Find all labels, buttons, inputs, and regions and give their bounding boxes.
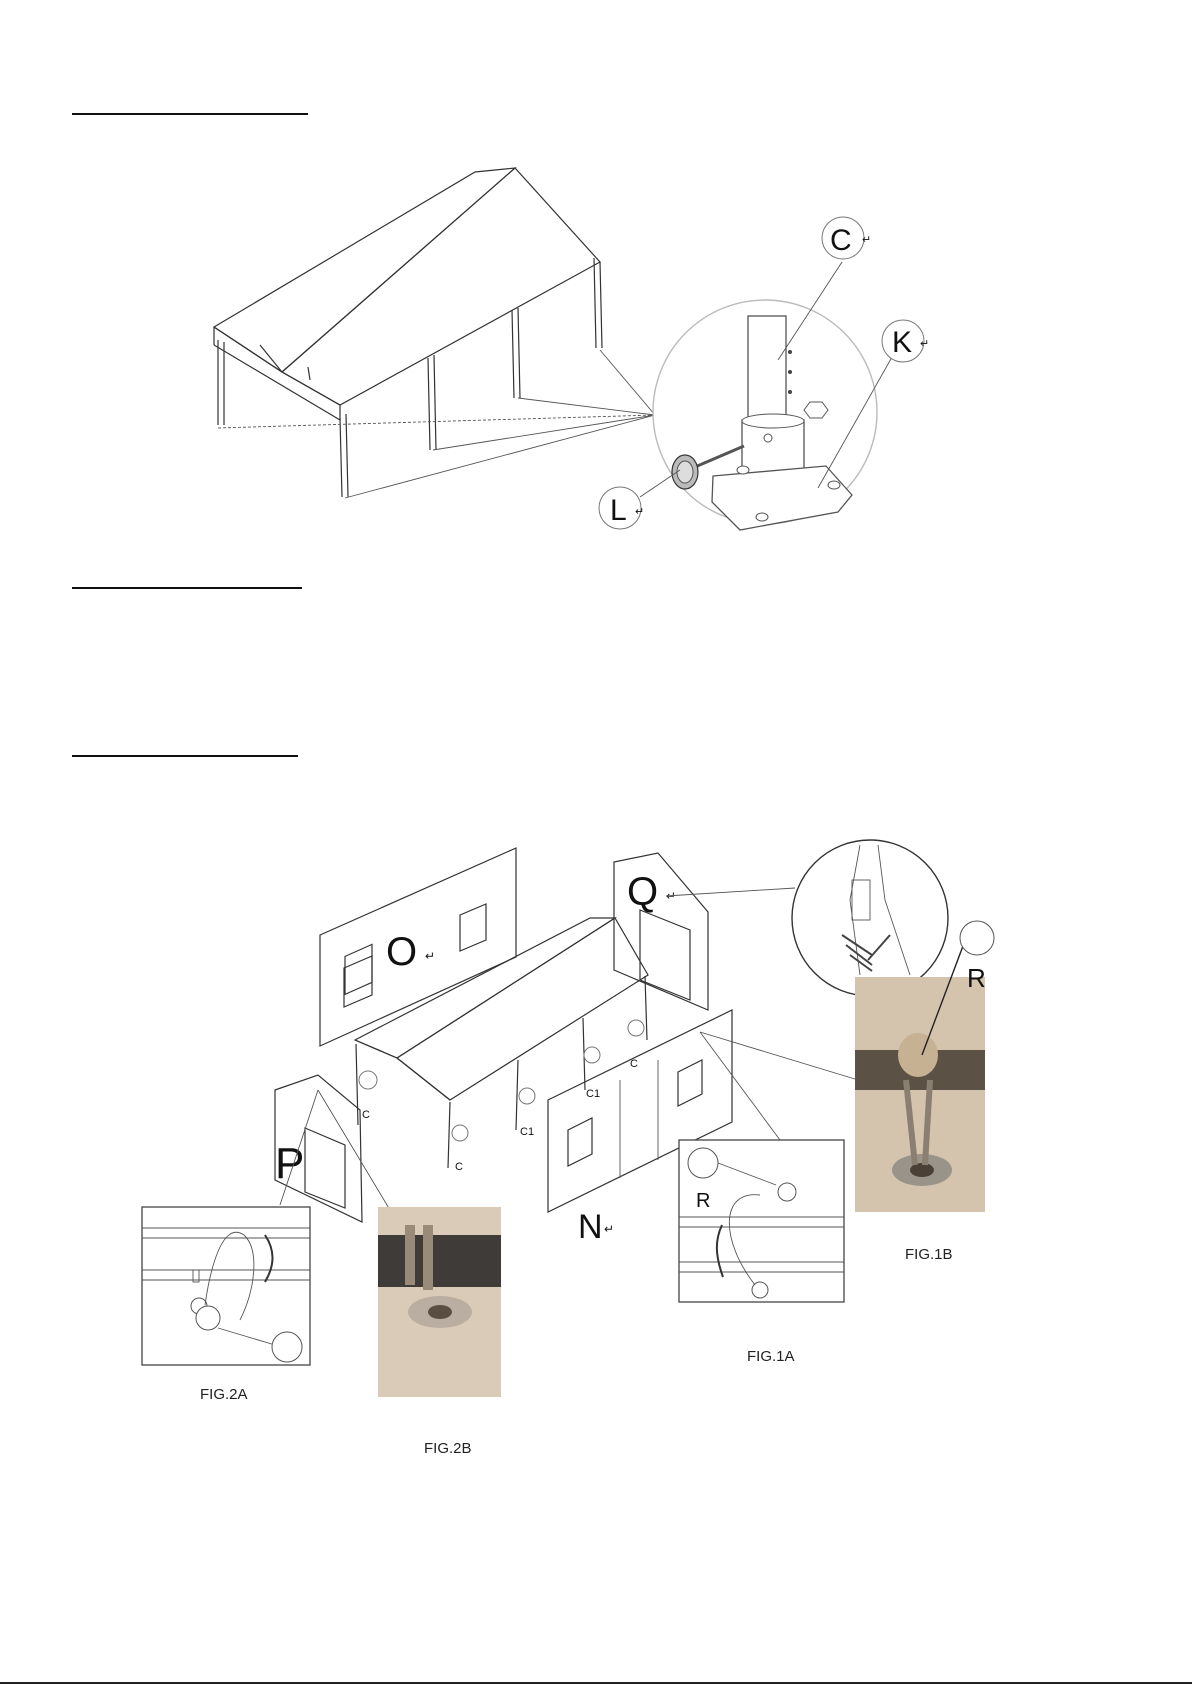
label-c1-a: C xyxy=(362,1109,370,1121)
caption-fig-1a: FIG.1A xyxy=(747,1348,795,1365)
caption-fig-2b: FIG.2B xyxy=(424,1440,472,1457)
label-c1-e: C xyxy=(630,1058,638,1070)
sidewall-p xyxy=(275,1075,390,1222)
svg-text:↵: ↵ xyxy=(666,889,677,903)
fig-2b-photo xyxy=(378,1207,501,1457)
label-r-fig1a: R xyxy=(696,1190,711,1212)
label-k-foot-plate: K xyxy=(892,326,913,359)
label-r-fig1b: R xyxy=(967,963,986,993)
svg-text:↵: ↵ xyxy=(635,506,645,518)
fig-1a-detail xyxy=(679,1140,844,1365)
label-c1-c: C1 xyxy=(586,1088,601,1100)
caption-fig-1b: FIG.1B xyxy=(905,1246,953,1263)
label-p-end-wall: P xyxy=(275,1139,305,1188)
label-c1-b: C1 xyxy=(520,1126,535,1138)
label-l-bolt: L xyxy=(610,494,627,527)
svg-text:↵: ↵ xyxy=(920,338,930,350)
svg-text:↵: ↵ xyxy=(862,234,872,246)
label-o-back-wall: O xyxy=(386,930,418,974)
label-q-end-wall: Q xyxy=(627,870,659,914)
label-c-pole: C xyxy=(830,224,852,257)
label-n-side-wall: N xyxy=(578,1208,603,1246)
label-c1-d: C xyxy=(455,1161,463,1173)
svg-text:↵: ↵ xyxy=(425,949,436,963)
svg-text:↵: ↵ xyxy=(604,1222,615,1236)
page-bottom-border xyxy=(0,1682,1192,1684)
sidewall-o xyxy=(320,848,516,1046)
fig-2a-detail xyxy=(142,1207,310,1403)
foot-plate-detail xyxy=(599,217,929,530)
caption-fig-2a: FIG.2A xyxy=(200,1386,248,1403)
canopy-frame-illustration xyxy=(214,168,655,498)
